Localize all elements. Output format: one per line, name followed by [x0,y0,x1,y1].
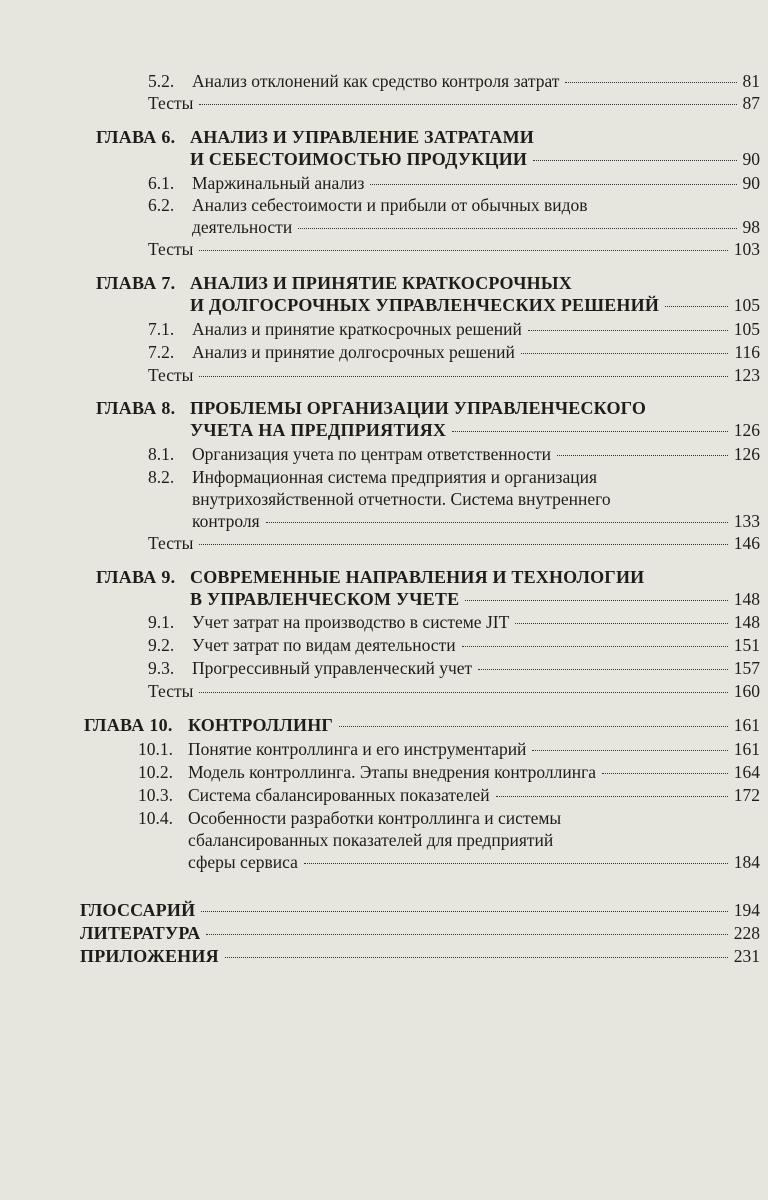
page-number: 126 [733,420,760,440]
section-title: Учет затрат на производство в системе JIT [192,612,510,632]
page-number: 105 [733,319,760,339]
section-number: 6.2. [148,195,175,215]
section-title-line: Особенности разработки контроллинга и системы [188,808,562,828]
section-title-line: контроля [192,511,260,531]
chapter-title-line: В УПРАВЛЕНЧЕСКОМ УЧЕТЕ [190,589,460,609]
page-number: 90 [742,173,760,193]
section-number: 7.1. [148,319,175,339]
toc-entry[interactable] [138,761,760,783]
dot-leader [201,911,727,912]
dot-leader [199,376,727,377]
section-title-line: деятельности [192,217,293,237]
page-number: 148 [733,589,760,609]
dot-leader [199,692,727,693]
dot-leader [478,669,728,670]
section-number: 8.1. [148,444,175,464]
page-number: 87 [742,93,760,113]
page-number: 172 [733,785,760,805]
page-number: 157 [733,658,760,678]
toc-chapter[interactable] [190,148,760,170]
section-number: 6.1. [148,173,175,193]
dot-leader [298,228,736,229]
page-number: 161 [733,715,760,735]
chapter-label: ГЛАВА 9. [96,567,176,587]
dot-leader [199,544,727,545]
toc-entry[interactable] [148,634,760,656]
dot-leader [339,726,728,727]
dot-leader [462,646,728,647]
toc-entry[interactable] [138,784,760,806]
page-number: 116 [734,342,760,362]
page-number: 126 [733,444,760,464]
page-number: 133 [733,511,760,531]
toc-glossary[interactable] [80,899,760,921]
toc-chapter[interactable] [190,588,760,610]
page-number: 151 [733,635,760,655]
dot-leader [206,934,727,935]
toc-entry[interactable] [148,443,760,465]
section-number: 10.2. [138,762,173,782]
toc-entry-tests[interactable] [148,532,760,554]
dot-leader [602,773,728,774]
toc-entry[interactable] [138,738,760,760]
dot-leader [304,863,728,864]
section-title-line: внутрихозяйственной отчетности. Система внутреннего [192,489,611,509]
chapter-title-line: СОВРЕМЕННЫЕ НАПРАВЛЕНИЯ И ТЕХНОЛОГИИ [190,567,645,587]
dot-leader [521,353,728,354]
section-number: 9.1. [148,612,175,632]
chapter-title-line: И ДОЛГОСРОЧНЫХ УПРАВЛЕНЧЕСКИХ РЕШЕНИЙ [190,295,660,315]
toc-entry-tests[interactable] [148,92,760,114]
toc-entry-tests[interactable] [148,364,760,386]
chapter-title-line: АНАЛИЗ И УПРАВЛЕНИЕ ЗАТРАТАМИ [190,127,534,147]
section-number: 10.4. [138,808,173,828]
dot-leader [225,957,728,958]
chapter-title-line: АНАЛИЗ И ПРИНЯТИЕ КРАТКОСРОЧНЫХ [190,273,572,293]
toc-entry[interactable] [148,70,760,92]
section-title-line: сбалансированных показателей для предприятий [188,830,554,850]
section-title-line: сферы сервиса [188,852,298,872]
section-title: Маржинальный анализ [192,173,365,193]
section-number: 9.3. [148,658,175,678]
toc-chapter[interactable] [190,294,760,316]
section-number: 5.2. [148,71,175,91]
glossary-title: ГЛОССАРИЙ [80,900,196,920]
dot-leader [515,623,727,624]
chapter-title-line: ПРОБЛЕМЫ ОРГАНИЗАЦИИ УПРАВЛЕНЧЕСКОГО [190,398,647,418]
toc-entry[interactable] [192,510,760,532]
page-number: 81 [742,71,760,91]
page-number: 231 [733,946,760,966]
toc-entry[interactable] [148,318,760,340]
chapter-title-line: И СЕБЕСТОИМОСТЬЮ ПРОДУКЦИИ [190,149,528,169]
page-number: 105 [733,295,760,315]
dot-leader [533,160,736,161]
dot-leader [199,104,736,105]
tests-title: Тесты [148,533,194,553]
page-number: 194 [733,900,760,920]
section-title: Система сбалансированных показателей [188,785,490,805]
toc-appendices[interactable] [80,945,760,967]
tests-title: Тесты [148,93,194,113]
dot-leader [452,431,728,432]
toc-entry[interactable] [188,851,760,873]
dot-leader [528,330,728,331]
dot-leader [370,184,736,185]
dot-leader [565,82,736,83]
section-title-line: Анализ себестоимости и прибыли от обычных видов [192,195,588,215]
toc-entry[interactable] [148,611,760,633]
page-number: 148 [733,612,760,632]
section-number: 10.3. [138,785,173,805]
dot-leader [266,522,728,523]
section-title: Организация учета по центрам ответственности [192,444,552,464]
section-title: Прогрессивный управленческий учет [192,658,473,678]
page-number: 123 [733,365,760,385]
toc-entry[interactable] [148,657,760,679]
chapter-label: ГЛАВА 10. [84,715,173,735]
section-title: Анализ и принятие краткосрочных решений [192,319,522,339]
dot-leader [557,455,728,456]
page-number: 161 [733,739,760,759]
chapter-title-line: КОНТРОЛЛИНГ [188,715,334,735]
chapter-label: ГЛАВА 7. [96,273,176,293]
toc-chapter[interactable] [190,419,760,441]
toc-entry[interactable] [148,341,760,363]
page-number: 184 [733,852,760,872]
toc-entry-tests[interactable] [148,238,760,260]
section-number: 7.2. [148,342,175,362]
tests-title: Тесты [148,681,194,701]
section-title: Модель контроллинга. Этапы внедрения контроллинга [188,762,597,782]
dot-leader [665,306,728,307]
page-number: 90 [742,149,760,169]
page-number: 103 [733,239,760,259]
appendices-title: ПРИЛОЖЕНИЯ [80,946,219,966]
page-number: 164 [733,762,760,782]
dot-leader [496,796,728,797]
page-number: 228 [733,923,760,943]
page-number: 146 [733,533,760,553]
section-title-line: Информационная система предприятия и организация [192,467,598,487]
section-number: 9.2. [148,635,175,655]
section-number: 10.1. [138,739,173,759]
tests-title: Тесты [148,365,194,385]
toc-entry[interactable] [192,216,760,238]
toc-entry-tests[interactable] [148,680,760,702]
section-number: 8.2. [148,467,175,487]
chapter-label: ГЛАВА 8. [96,398,176,418]
dot-leader [532,750,727,751]
chapter-title-line: УЧЕТА НА ПРЕДПРИЯТИЯХ [190,420,447,440]
dot-leader [199,250,727,251]
page-number: 160 [733,681,760,701]
section-title: Понятие контроллинга и его инструментарий [188,739,527,759]
tests-title: Тесты [148,239,194,259]
chapter-label: ГЛАВА 6. [96,127,176,147]
page-number: 98 [742,217,760,237]
toc-literature[interactable] [80,922,760,944]
dot-leader [465,600,727,601]
literature-title: ЛИТЕРАТУРА [80,923,201,943]
toc-entry[interactable] [148,172,760,194]
section-title: Учет затрат по видам деятельности [192,635,456,655]
toc-chapter[interactable] [188,714,760,736]
section-title: Анализ и принятие долгосрочных решений [192,342,515,362]
section-title: Анализ отклонений как средство контроля затрат [192,71,560,91]
